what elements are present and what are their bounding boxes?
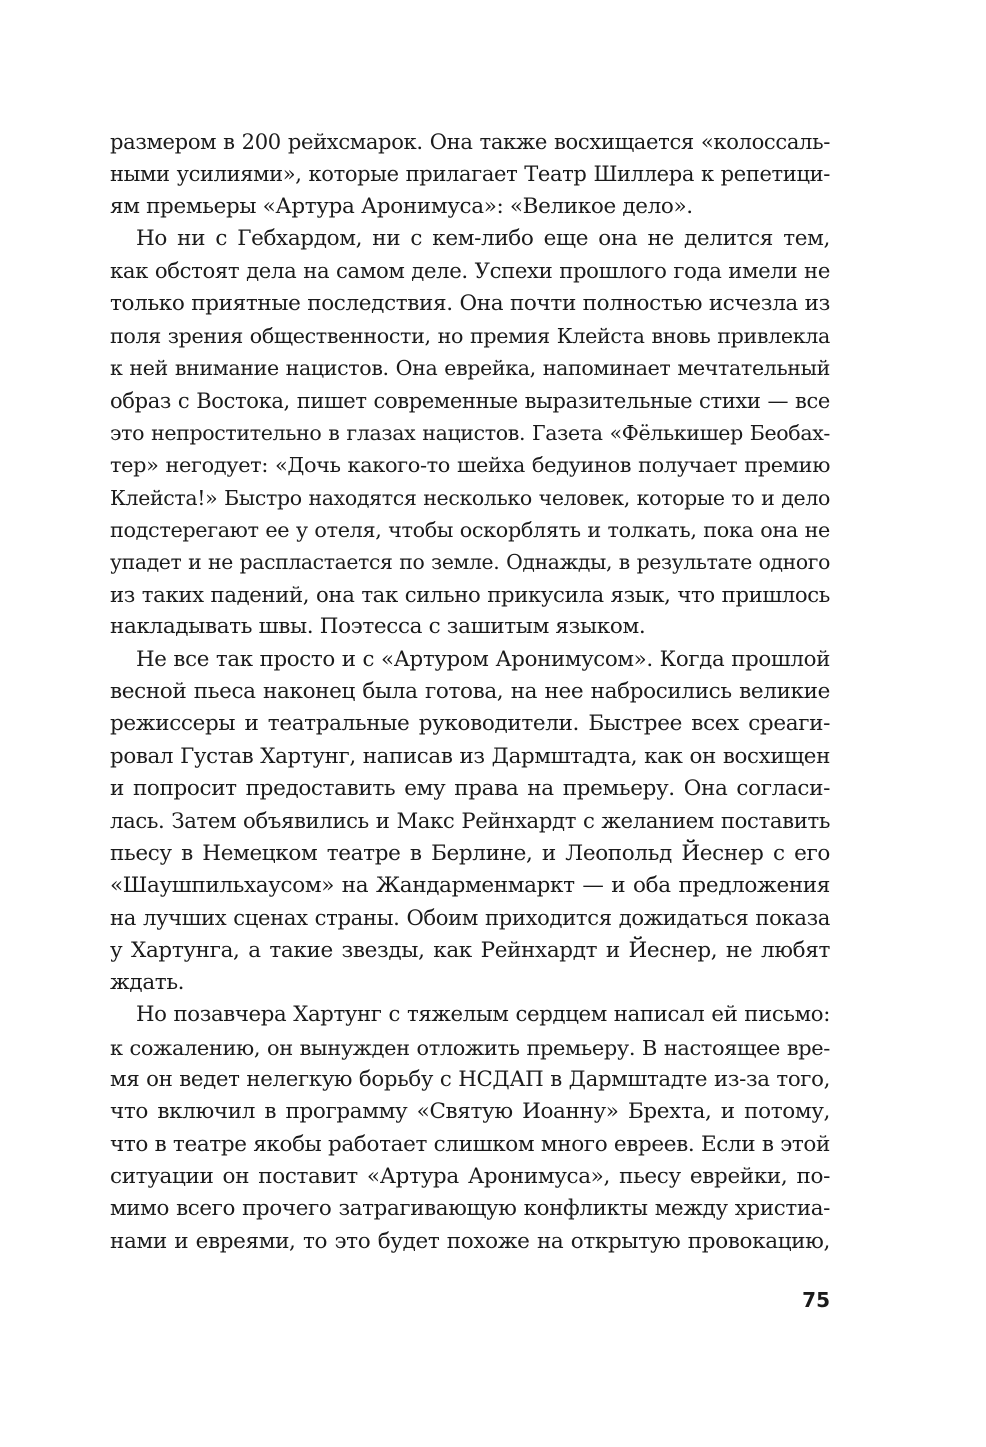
text-line: ровал Густав Хартунг, написав из Дармштадта, как он восхищен xyxy=(110,743,830,769)
text-line: Клейста!» Быстро находятся несколько человек, которые то и дело xyxy=(110,485,830,510)
text-line: Но ни с Гебхардом, ни с кем-либо еще она не делится тем, xyxy=(136,226,830,252)
text-line: «Шаушпильхаусом» на Жандарменмаркт — и оба предложения xyxy=(110,872,830,898)
text-line: весной пьеса наконец была готова, на нее набросились великие xyxy=(110,678,830,704)
text-line: нами и евреями, то это будет похоже на открытую провокацию, xyxy=(110,1228,830,1254)
text-line: поля зрения общественности, но премия Клейста вновь привлекла xyxy=(110,324,830,349)
text-line: тер» негодует: «Дочь какого-то шейха бедуинов получает премию xyxy=(110,453,830,478)
text-line: к ней внимание нацистов. Она еврейка, напоминает мечтательный xyxy=(110,356,830,381)
text-line: ситуации он поставит «Артура Аронимуса», пьесу еврейки, по- xyxy=(110,1164,830,1189)
text-line: только приятные последствия. Она почти полностью исчезла из xyxy=(110,290,830,316)
text-line: Не все так просто и с «Артуром Аронимусом». Когда прошлой xyxy=(136,646,830,672)
text-line: ям премьеры «Артура Аронимуса»: «Великое дело». xyxy=(110,193,693,219)
text-line: мя он ведет нелегкую борьбу с НСДАП в Дармштадте из-за того, xyxy=(110,1066,830,1092)
text-line: к сожалению, он вынужден отложить премьеру. В настоящее вре- xyxy=(110,1035,830,1060)
text-line: пьесу в Немецком театре в Берлине, и Леопольд Йеснер с его xyxy=(110,840,830,866)
text-line: упадет и не распластается по земле. Однажды, в результате одного xyxy=(110,550,830,575)
text-line: Но позавчера Хартунг с тяжелым сердцем написал ей письмо: xyxy=(136,1002,830,1028)
text-line: режиссеры и театральные руководители. Быстрее всех среаги- xyxy=(110,711,830,737)
text-line: образ с Востока, пишет современные выразительные стихи — все xyxy=(110,387,830,413)
text-line: у Хартунга, а такие звезды, как Рейнхардт и Йеснер, не любят xyxy=(110,937,830,963)
page-number: 75 xyxy=(802,1288,830,1312)
text-line: подстерегают ее у отеля, чтобы оскорблять и толкать, пока она не xyxy=(110,518,830,543)
text-line: и попросит предоставить ему права на премьеру. Она согласи- xyxy=(110,775,830,801)
text-line: ными усилиями», которые прилагает Театр Шиллера к репетици- xyxy=(110,162,830,187)
text-line: ждать. xyxy=(110,969,185,995)
body-text xyxy=(110,126,830,1258)
text-line: накладывать швы. Поэтесса с зашитым языком. xyxy=(110,614,646,640)
text-line: размером в 200 рейхсмарок. Она также восхищается «колоссаль- xyxy=(110,129,830,154)
text-line: что включил в программу «Святую Иоанну» Брехта, и потому, xyxy=(110,1099,830,1125)
text-line: из таких падений, она так сильно прикусила язык, что пришлось xyxy=(110,581,830,607)
text-line: лась. Затем объявились и Макс Рейнхардт с желанием поставить xyxy=(110,808,830,834)
text-line: мимо всего прочего затрагивающую конфликты между христиа- xyxy=(110,1196,830,1222)
text-line: как обстоят дела на самом деле. Успехи прошлого года имели не xyxy=(110,258,830,284)
text-line: что в театре якобы работает слишком много евреев. Если в этой xyxy=(110,1131,830,1157)
text-line: на лучших сценах страны. Обоим приходится дожидаться показа xyxy=(110,905,830,931)
text-line: это непростительно в глазах нацистов. Газета «Фёлькишер Беобах- xyxy=(110,421,830,446)
